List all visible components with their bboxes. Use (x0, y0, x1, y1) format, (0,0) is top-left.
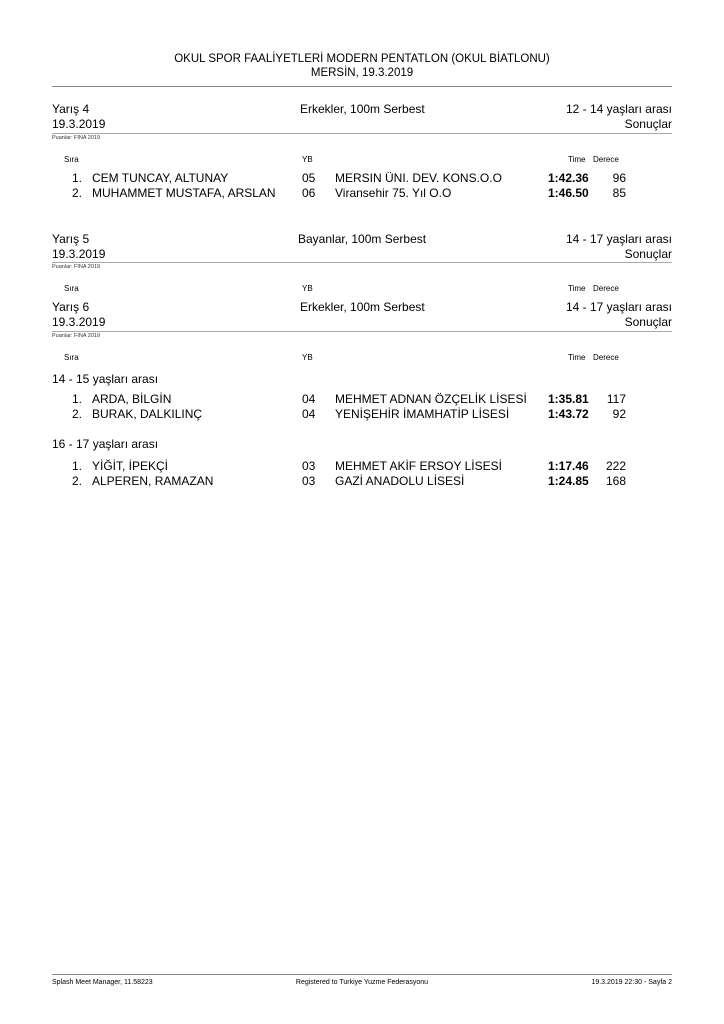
col-yb-header: YB (302, 284, 313, 293)
club: Viransehir 75. Yıl O.O (335, 186, 452, 200)
club: YENİŞEHİR İMAMHATİP LİSESİ (335, 407, 510, 421)
event-name: Yarış 4 (52, 102, 90, 116)
points: 222 (605, 459, 626, 473)
event-title: Bayanlar, 100m Serbest (298, 232, 427, 246)
club: MEHMET ADNAN ÖZÇELİK LİSESİ (335, 392, 527, 406)
document-title: OKUL SPOR FAALİYETLERİ MODERN PENTATLON (OKUL BİATLONU) (174, 53, 550, 65)
event-results-label: Sonuçlar (624, 247, 672, 261)
place: 1. (71, 392, 82, 406)
club: MEHMET AKİF ERSOY LİSESİ (335, 459, 502, 473)
club: MERSIN ÜNI. DEV. KONS.O.O (335, 171, 502, 185)
age-group-label: 16 - 17 yaşları arası (52, 437, 159, 451)
birth-year: 04 (302, 392, 316, 406)
points-note: Puanlar: FINA 2019 (52, 264, 101, 270)
swim-time: 1:17.46 (548, 459, 589, 473)
swimmer-name: ARDA, BİLGİN (92, 392, 172, 406)
event-age: 14 - 17 yaşları arası (565, 300, 672, 314)
event-age: 14 - 17 yaşları arası (565, 232, 672, 246)
col-yb-header: YB (302, 155, 313, 164)
col-place-header: Sıra (64, 155, 79, 164)
swimmer-name: BURAK, DALKILINÇ (92, 407, 203, 421)
age-group-label: 14 - 15 yaşları arası (52, 372, 159, 386)
birth-year: 05 (302, 171, 316, 185)
event-date: 19.3.2019 (52, 315, 106, 329)
event-date: 19.3.2019 (52, 117, 106, 131)
place: 2. (71, 474, 82, 488)
place: 2. (71, 186, 82, 200)
event-divider (52, 262, 672, 263)
swimmer-name: ALPEREN, RAMAZAN (92, 474, 214, 488)
footer-page-info: 19.3.2019 22:30 - Sayfa 2 (591, 979, 672, 986)
event-results-label: Sonuçlar (624, 315, 672, 329)
col-place-header: Sıra (64, 284, 79, 293)
footer-software: Splash Meet Manager, 11.58223 (52, 979, 153, 986)
col-yb-header: YB (302, 353, 313, 362)
birth-year: 04 (302, 407, 316, 421)
birth-year: 06 (302, 186, 316, 200)
place: 2. (71, 407, 82, 421)
event-name: Yarış 6 (52, 300, 90, 314)
swim-time: 1:24.85 (548, 474, 589, 488)
col-points-header: Derece (593, 284, 619, 293)
points: 96 (612, 171, 626, 185)
col-time-header: Time (568, 353, 586, 362)
col-time-header: Time (568, 284, 586, 293)
event-divider (52, 331, 672, 332)
birth-year: 03 (302, 474, 316, 488)
col-points-header: Derece (593, 155, 619, 164)
swimmer-name: CEM TUNCAY, ALTUNAY (92, 171, 229, 185)
footer-registration: Registered to Turkiye Yuzme Federasyonu (295, 979, 429, 986)
points: 117 (606, 392, 626, 406)
points: 168 (605, 474, 626, 488)
points: 85 (612, 186, 626, 200)
col-time-header: Time (568, 155, 586, 164)
event-date: 19.3.2019 (52, 247, 106, 261)
points: 92 (612, 407, 626, 421)
points-note: Puanlar: FINA 2019 (52, 333, 101, 339)
swim-time: 1:43.72 (548, 407, 589, 421)
swim-time: 1:46.50 (548, 186, 589, 200)
place: 1. (71, 459, 82, 473)
swimmer-name: MUHAMMET MUSTAFA, ARSLAN (92, 186, 276, 200)
swimmer-name: YİĞİT, İPEKÇİ (92, 459, 169, 473)
col-points-header: Derece (593, 353, 619, 362)
footer-divider (52, 974, 672, 975)
header-divider (52, 86, 672, 87)
document-subtitle: MERSİN, 19.3.2019 (310, 67, 414, 79)
event-title: Erkekler, 100m Serbest (300, 300, 425, 314)
club: GAZİ ANADOLU LİSESİ (335, 474, 465, 488)
birth-year: 03 (302, 459, 316, 473)
event-title: Erkekler, 100m Serbest (300, 102, 425, 116)
event-results-label: Sonuçlar (624, 117, 672, 131)
place: 1. (71, 171, 82, 185)
col-place-header: Sıra (64, 353, 79, 362)
points-note: Puanlar: FINA 2019 (52, 135, 101, 141)
event-age: 12 - 14 yaşları arası (565, 102, 672, 116)
event-name: Yarış 5 (52, 232, 90, 246)
event-divider (52, 133, 672, 134)
swim-time: 1:42.36 (548, 171, 589, 185)
swim-time: 1:35.81 (548, 392, 589, 406)
